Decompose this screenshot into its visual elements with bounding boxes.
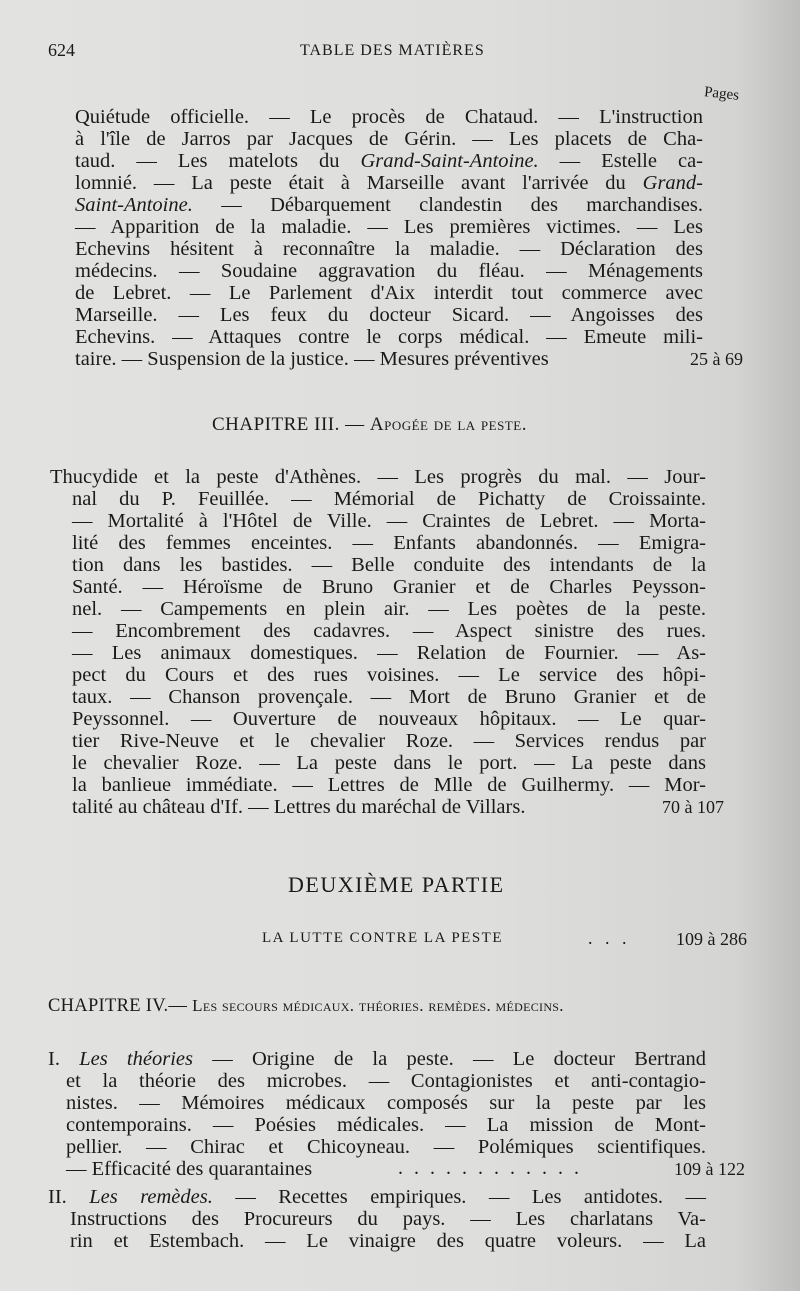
text-line: lité des femmes enceintes. — Enfants abandonnés. — Emigra- [72, 532, 706, 554]
page-range: 25 à 69 [690, 349, 743, 369]
chapter-heading: CHAPITRE IV.— Les secours médicaux. théories. remèdes. médecins. [48, 996, 564, 1016]
running-title: TABLE DES MATIÈRES [300, 42, 485, 59]
pages-column-label: Pages [703, 84, 740, 104]
text-line: Echevins. — Attaques contre le corps médical. — Emeute mili- [75, 326, 703, 348]
text-line: nel. — Campements en plein air. — Les poètes de la peste. [72, 598, 706, 620]
text-line: II. Les remèdes. — Recettes empiriques. — Les antidotes. — [48, 1186, 707, 1208]
text-line: taire. — Suspension de la justice. — Mesures préventives [75, 348, 549, 370]
text-line: tion dans les bastides. — Belle conduite des intendants de la [72, 554, 706, 576]
text-line: pect du Cours et des rues voisines. — Le service des hôpi- [72, 664, 706, 686]
text-line: Santé. — Héroïsme de Bruno Granier et de Charles Peysson- [72, 576, 706, 598]
text-line: le chevalier Roze. — La peste dans le port. — La peste dans [72, 752, 706, 774]
text-line: — Les animaux domestiques. — Relation de Fournier. — As- [72, 642, 706, 664]
text-line: Echevins hésitent à reconnaître la maladie. — Déclaration des [75, 238, 703, 260]
text-line: tier Rive-Neuve et le chevalier Roze. — Services rendus par [72, 730, 706, 752]
text-line: Marseille. — Les feux du docteur Sicard. — Angoisses des [75, 304, 703, 326]
page-range: 109 à 286 [676, 929, 747, 949]
text-line: Quiétude officielle. — Le procès de Chataud. — L'instruction [75, 106, 703, 128]
text-line: — Mortalité à l'Hôtel de Ville. — Craintes de Lebret. — Morta- [72, 510, 706, 532]
part-subtitle: LA LUTTE CONTRE LA PESTE [262, 930, 503, 946]
text-line: à l'île de Jarros par Jacques de Gérin. — Les placets de Cha- [75, 128, 703, 150]
leader-dots: . . . . . . . . . . . . [398, 1157, 582, 1179]
chapter-heading: CHAPITRE III. — Apogée de la peste. [212, 414, 527, 435]
text-line: nistes. — Mémoires médicaux composés sur la peste par les [66, 1092, 706, 1114]
leader-dots: . . . [588, 928, 631, 948]
text-line: Instructions des Procureurs du pays. — Les charlatans Va- [70, 1208, 706, 1230]
text-line: la banlieue immédiate. — Lettres de Mlle de Guilhermy. — Mor- [72, 774, 706, 796]
text-line: médecins. — Soudaine aggravation du fléau. — Ménagements [75, 260, 703, 282]
text-line: de Lebret. — Le Parlement d'Aix interdit tout commerce avec [75, 282, 703, 304]
page-range: 109 à 122 [674, 1159, 745, 1179]
text-line: talité au château d'If. — Lettres du maréchal de Villars. [72, 796, 526, 818]
text-line: rin et Estembach. — Le vinaigre des quatre voleurs. — La [70, 1230, 706, 1252]
text-line: pellier. — Chirac et Chicoyneau. — Polémiques scientifiques. [66, 1136, 706, 1158]
text-line: nal du P. Feuillée. — Mémorial de Pichatty de Croissainte. [72, 488, 706, 510]
part-title: DEUXIÈME PARTIE [288, 872, 505, 897]
text-line: et la théorie des microbes. — Contagionistes et anti-contagio- [66, 1070, 706, 1092]
text-line: taud. — Les matelots du Grand-Saint-Antoine. — Estelle ca- [75, 150, 703, 172]
text-line: Saint-Antoine. — Débarquement clandestin des marchandises. [75, 194, 703, 216]
text-line: lomnié. — La peste était à Marseille avant l'arrivée du Grand- [75, 172, 703, 194]
text-line: I. Les théories — Origine de la peste. — Le docteur Bertrand [48, 1048, 707, 1070]
text-line: taux. — Chanson provençale. — Mort de Bruno Granier et de [72, 686, 706, 708]
text-line: — Efficacité des quarantaines [66, 1158, 313, 1180]
page-range: 70 à 107 [662, 797, 724, 817]
page-number: 624 [48, 40, 75, 60]
text-line: Peyssonnel. — Ouverture de nouveaux hôpitaux. — Le quar- [72, 708, 706, 730]
text-line: Thucydide et la peste d'Athènes. — Les progrès du mal. — Jour- [50, 466, 706, 488]
text-line: — Apparition de la maladie. — Les premières victimes. — Les [75, 216, 703, 238]
text-line: — Encombrement des cadavres. — Aspect sinistre des rues. [72, 620, 706, 642]
text-line: contemporains. — Poésies médicales. — La mission de Mont- [66, 1114, 706, 1136]
